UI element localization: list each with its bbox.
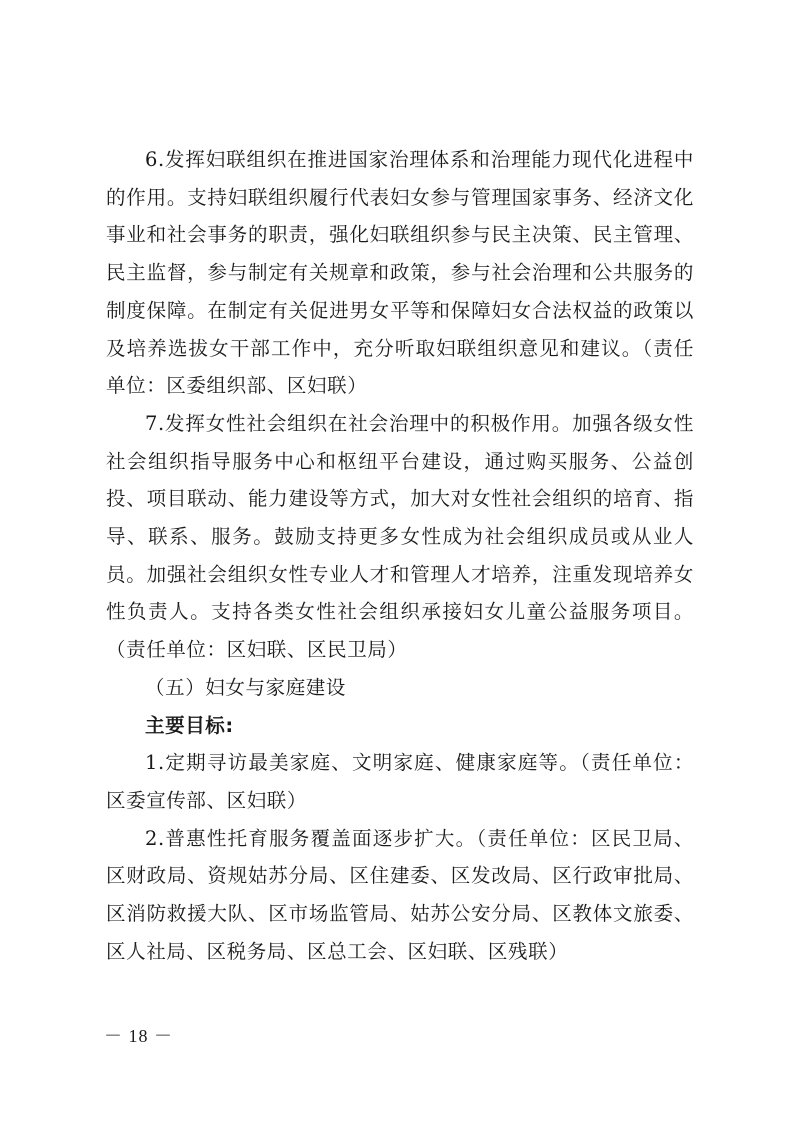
paragraph-item-6: 6.发挥妇联组织在推进国家治理体系和治理能力现代化进程中的作用。支持妇联组织履行代表妇女参与管理国家事务、经济文化事业和社会事务的职责，强化妇联组织参与民主决策、民主管理、民主监督，参与制定有关规章和政策，参与社会治理和公共服务的制度保障。在制定有关促进男女平等和保障妇女合法权益的政策以及培养选拔女干部工作中，充分听取妇联组织意见和建议。（责任单位：区委组织部、区妇联） [106,148,694,398]
page-number: － 18 － [104,1026,173,1046]
document-body [106,141,694,970]
goal-item-2: 2.普惠性托育服务覆盖面逐步扩大。（责任单位：区民卫局、区财政局、资规姑苏分局、区住建委、区发改局、区行政审批局、区消防救援大队、区市场监管局、姑苏公安分局、区教体文旅委、区人社局、区税务局、区总工会、区妇联、区残联） [106,826,694,963]
section-heading: （五）妇女与家庭建设 [145,675,347,699]
paragraph-item-7: 7.发挥女性社会组织在社会治理中的积极作用。加强各级女性社会组织指导服务中心和枢纽平台建设，通过购买服务、公益创投、项目联动、能力建设等方式，加大对女性社会组织的培育、指导、联系、服务。鼓励支持更多女性成为社会组织成员或从业人员。加强社会组织女性专业人才和管理人才培养，注重发现培养女性负责人。支持各类女性社会组织承接妇女儿童公益服务项目。（责任单位：区妇联、区民卫局） [106,411,694,662]
goals-heading: 主要目标: [145,713,234,737]
goal-item-1: 1.定期寻访最美家庭、文明家庭、健康家庭等。（责任单位：区委宣传部、区妇联） [106,751,694,812]
